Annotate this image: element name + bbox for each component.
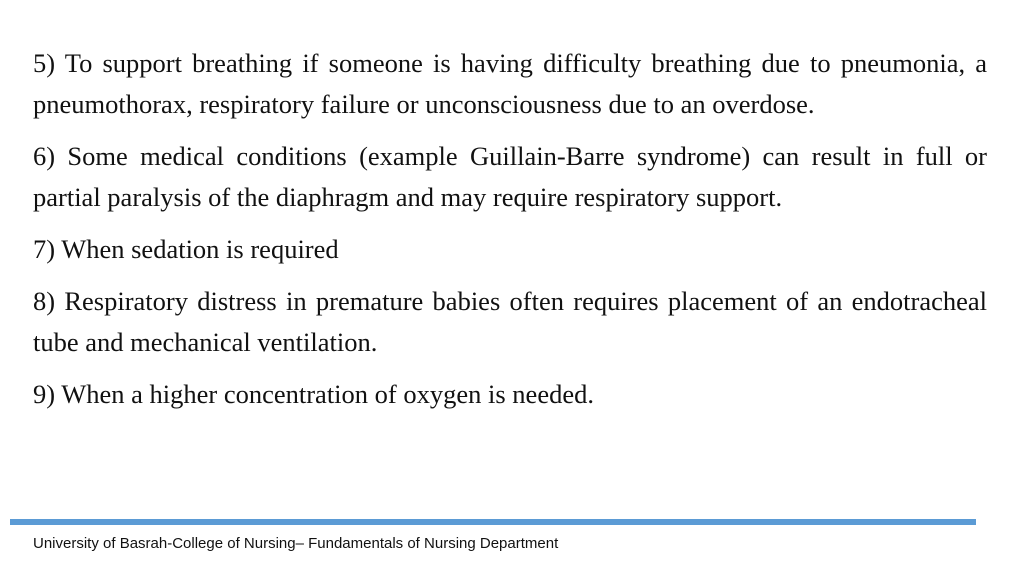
list-item-7: 7) When sedation is required [33,234,339,264]
footer-divider [10,519,976,525]
list-item-8: 8) Respiratory distress in premature babies often requires placement of an endotracheal tube and mechanical ventilation. [33,286,987,357]
list-item-5: 5) To support breathing if someone is having difficulty breathing due to pneumonia, a pneumothorax, respiratory failure or unconsciousness due to an overdose. [33,48,987,119]
list-item-9: 9) When a higher concentration of oxygen is needed. [33,379,594,409]
slide-content [33,43,987,426]
list-item-6: 6) Some medical conditions (example Guillain-Barre syndrome) can result in full or partial paralysis of the diaphragm and may require respiratory support. [33,141,987,212]
footer-text: University of Basrah-College of Nursing– Fundamentals of Nursing Department [33,535,559,552]
